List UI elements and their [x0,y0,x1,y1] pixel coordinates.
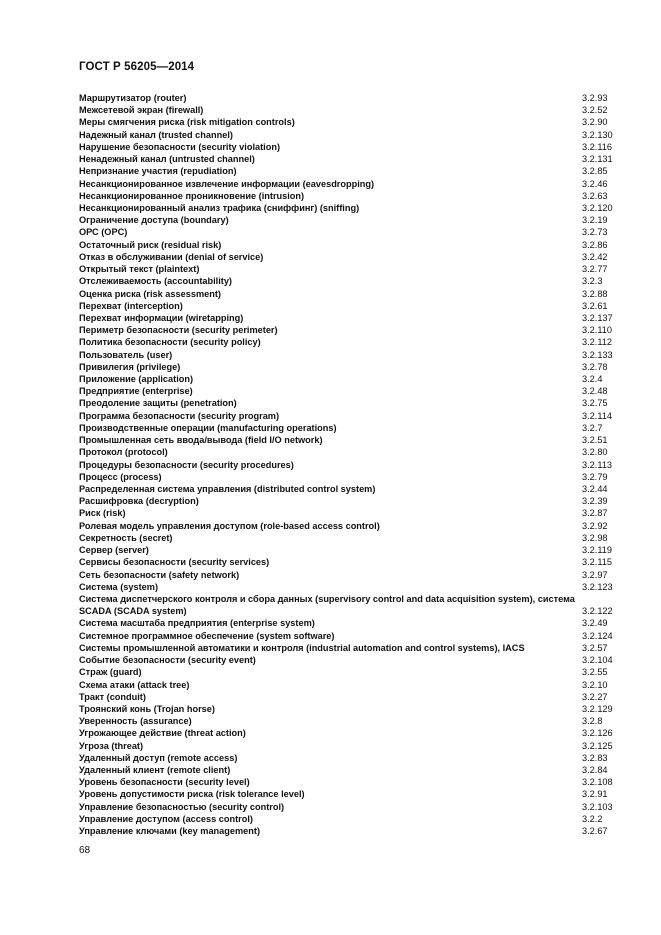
index-entry [79,434,619,446]
index-reference: 3.2.84 [582,765,608,776]
index-term: Несанкционированное проникновение (intrusion) [79,190,305,201]
index-reference: 3.2.80 [582,447,608,458]
index-reference: 3.2.87 [582,508,608,519]
index-entry [79,556,619,568]
index-term: Система (system) [79,581,159,592]
index-term: Непризнание участия (repudiation) [79,166,237,177]
index-reference: 3.2.90 [582,117,608,128]
index-term: Нарушение безопасности (security violation) [79,141,281,152]
index-entry [79,226,619,238]
index-reference: 3.2.120 [582,202,613,213]
index-term: Несанкционированное извлечение информации (eavesdropping) [79,178,375,189]
index-entry [79,617,619,629]
index-term: Привилегия (privilege) [79,361,181,372]
index-term: Несанкционированный анализ трафика (сниффинг) (sniffing) [79,202,360,213]
index-reference: 3.2.137 [582,312,613,323]
index-entry [79,92,619,104]
index-entry [79,446,619,458]
index-entry [79,642,619,654]
index-entry [79,336,619,348]
index-term: Открытый текст (plaintext) [79,264,200,275]
index-entry [79,263,619,275]
index-entry [79,410,619,422]
index-reference: 3.2.85 [582,166,608,177]
index-entry [79,666,619,678]
index-entry [79,593,619,617]
index-reference: 3.2.113 [582,459,612,470]
index-reference: 3.2.19 [582,215,608,226]
index-entry [79,825,619,837]
index-entry [79,483,619,495]
index-reference: 3.2.78 [582,361,608,372]
index-reference: 3.2.131 [582,154,613,165]
index-reference: 3.2.88 [582,288,608,299]
index-entry [79,178,619,190]
index-term: Сеть безопасности (safety network) [79,569,240,580]
index-term: Система диспетчерского контроля и сбора данных (supervisory control and data acquisition system), система SCADA (SCADA system) [79,593,575,617]
index-entry [79,422,619,434]
index-term: Управление безопасностью (security control) [79,801,285,812]
index-entry [79,165,619,177]
index-entry [79,703,619,715]
index-term: Пользователь (user) [79,349,173,360]
index-term: Уровень допустимости риска (risk tolerance level) [79,789,305,800]
index-reference: 3.2.44 [582,484,608,494]
index-reference: 3.2.57 [582,642,608,653]
index-term: Межсетевой экран (firewall) [79,105,204,116]
index-reference: 3.2.46 [582,178,608,189]
index-term: Сервисы безопасности (security services) [79,557,270,568]
index-term: Производственные операции (manufacturing operations) [79,422,337,433]
index-entry [79,324,619,336]
index-term: Угрожающее действие (threat action) [79,728,246,739]
index-term: Страж (guard) [79,667,142,678]
index-reference: 3.2.8 [582,716,603,727]
index-reference: 3.2.92 [582,520,608,531]
index-entry [79,349,619,361]
index-reference: 3.2.7 [582,422,603,433]
index-reference: 3.2.126 [582,728,613,739]
index-reference: 3.2.61 [582,300,608,311]
index-entry [79,679,619,691]
index-entry [79,288,619,300]
index-reference: 3.2.63 [582,190,608,201]
index-entry [79,532,619,544]
index-reference: 3.2.10 [582,679,608,690]
index-term: Надежный канал (trusted channel) [79,129,233,140]
index-entry [79,776,619,788]
index-entry [79,361,619,373]
index-term: Риск (risk) [79,508,126,519]
index-reference: 3.2.122 [582,606,613,617]
index-term: ОРС (OPC) [79,227,128,238]
index-entry [79,788,619,800]
index-term: Политика безопасности (security policy) [79,337,261,348]
index-entry [79,495,619,507]
index-entry [79,190,619,202]
index-reference: 3.2.130 [582,129,613,140]
index-term: Уверенность (assurance) [79,716,192,727]
index-term: Системы промышленной автоматики и контроля (industrial automation and control systems), IACS [79,642,525,653]
index-reference: 3.2.108 [582,777,613,788]
page-number: 68 [79,845,91,856]
index-term: Системное программное обеспечение (system software) [79,630,335,641]
index-entry [79,275,619,287]
index-entry [79,581,619,593]
index-entry [79,630,619,642]
index-term: Троянский конь (Trojan horse) [79,703,215,714]
index-reference: 3.2.75 [582,398,608,409]
index-reference: 3.2.103 [582,801,613,812]
index-term: Тракт (conduit) [79,691,146,702]
index-reference: 3.2.93 [582,93,608,103]
index-reference: 3.2.55 [582,667,608,678]
index-entry [79,654,619,666]
index-entry [79,520,619,532]
index-term: Процедуры безопасности (security procedures) [79,459,294,470]
index-term: Приложение (application) [79,374,194,385]
index-term: Ненадежный канал (untrusted channel) [79,154,255,165]
index-term: Удаленный доступ (remote access) [79,752,238,763]
index-term: Уровень безопасности (security level) [79,777,250,788]
index-entry [79,801,619,813]
index-reference: 3.2.39 [582,496,608,507]
index-reference: 3.2.2 [582,813,603,824]
index-entry [79,116,619,128]
index-term: Управление доступом (access control) [79,813,253,824]
index-reference: 3.2.4 [582,374,603,385]
index-entry [79,691,619,703]
index-reference: 3.2.116 [582,141,612,152]
index-entry [79,459,619,471]
index-entry [79,752,619,764]
index-entry [79,764,619,776]
index-term: Протокол (protocol) [79,447,168,458]
index-reference: 3.2.67 [582,826,608,837]
index-entry [79,397,619,409]
index-entry [79,373,619,385]
index-term: Управление ключами (key management) [79,826,261,837]
index-term: Схема атаки (attack tree) [79,679,190,690]
index-term: Перехват (interception) [79,300,183,311]
index-entry [79,471,619,483]
index-reference: 3.2.42 [582,251,608,262]
index-entry [79,715,619,727]
index-reference: 3.2.77 [582,264,608,275]
index-entry [79,385,619,397]
index-reference: 3.2.123 [582,581,613,592]
index-entry [79,300,619,312]
index-term: Расшифровка (decryption) [79,496,199,507]
index-reference: 3.2.27 [582,691,608,702]
index-term: Промышленная сеть ввода/вывода (field I/O network) [79,435,323,446]
index-term: Секретность (secret) [79,532,173,543]
index-term: Остаточный риск (residual risk) [79,239,222,250]
index-reference: 3.2.52 [582,105,608,116]
index-term: Предприятие (enterprise) [79,386,193,397]
index-reference: 3.2.83 [582,752,608,763]
index-entry [79,507,619,519]
index-reference: 3.2.49 [582,618,608,629]
index-entry [79,202,619,214]
index-reference: 3.2.73 [582,227,608,238]
index-entry [79,214,619,226]
index-reference: 3.2.133 [582,349,613,360]
index-term: Событие безопасности (security event) [79,655,256,666]
index-reference: 3.2.3 [582,276,603,287]
index-entry [79,569,619,581]
index-term: Отказ в обслуживании (denial of service) [79,251,264,262]
index-term: Процесс (process) [79,471,162,482]
index-term: Удаленный клиент (remote client) [79,765,231,776]
index-term: Оценка риска (risk assessment) [79,288,221,299]
term-index-list [79,92,619,837]
document-header: ГОСТ Р 56205—2014 [79,61,195,73]
index-entry [79,141,619,153]
index-term: Маршрутизатор (router) [79,93,187,103]
index-entry [79,239,619,251]
index-entry [79,813,619,825]
index-term: Ролевая модель управления доступом (role-based access control) [79,520,380,531]
index-term: Преодоление защиты (penetration) [79,398,237,409]
index-term: Отслеживаемость (accountability) [79,276,232,287]
index-reference: 3.2.104 [582,655,613,666]
index-term: Периметр безопасности (security perimeter) [79,325,278,336]
index-term: Сервер (server) [79,545,149,556]
index-reference: 3.2.91 [582,789,608,800]
index-reference: 3.2.51 [582,435,608,446]
index-reference: 3.2.124 [582,630,613,641]
index-reference: 3.2.48 [582,386,608,397]
index-reference: 3.2.119 [582,545,612,556]
index-reference: 3.2.114 [582,410,612,421]
index-reference: 3.2.110 [582,325,612,336]
index-reference: 3.2.86 [582,239,608,250]
index-term: Распределенная система управления (distributed control system) [79,484,376,494]
index-entry [79,129,619,141]
index-reference: 3.2.98 [582,532,608,543]
index-term: Угроза (threat) [79,740,144,751]
index-reference: 3.2.129 [582,703,613,714]
index-reference: 3.2.97 [582,569,608,580]
index-term: Ограничение доступа (boundary) [79,215,229,226]
index-entry [79,544,619,556]
index-term: Программа безопасности (security program) [79,410,280,421]
index-reference: 3.2.112 [582,337,612,348]
index-term: Система масштаба предприятия (enterprise system) [79,618,315,629]
index-term: Меры смягчения риска (risk mitigation controls) [79,117,295,128]
index-entry [79,740,619,752]
index-entry [79,251,619,263]
index-entry [79,104,619,116]
index-term: Перехват информации (wiretapping) [79,312,244,323]
index-entry [79,153,619,165]
index-entry [79,727,619,739]
index-reference: 3.2.79 [582,471,608,482]
index-reference: 3.2.125 [582,740,613,751]
index-entry [79,312,619,324]
index-reference: 3.2.115 [582,557,612,568]
